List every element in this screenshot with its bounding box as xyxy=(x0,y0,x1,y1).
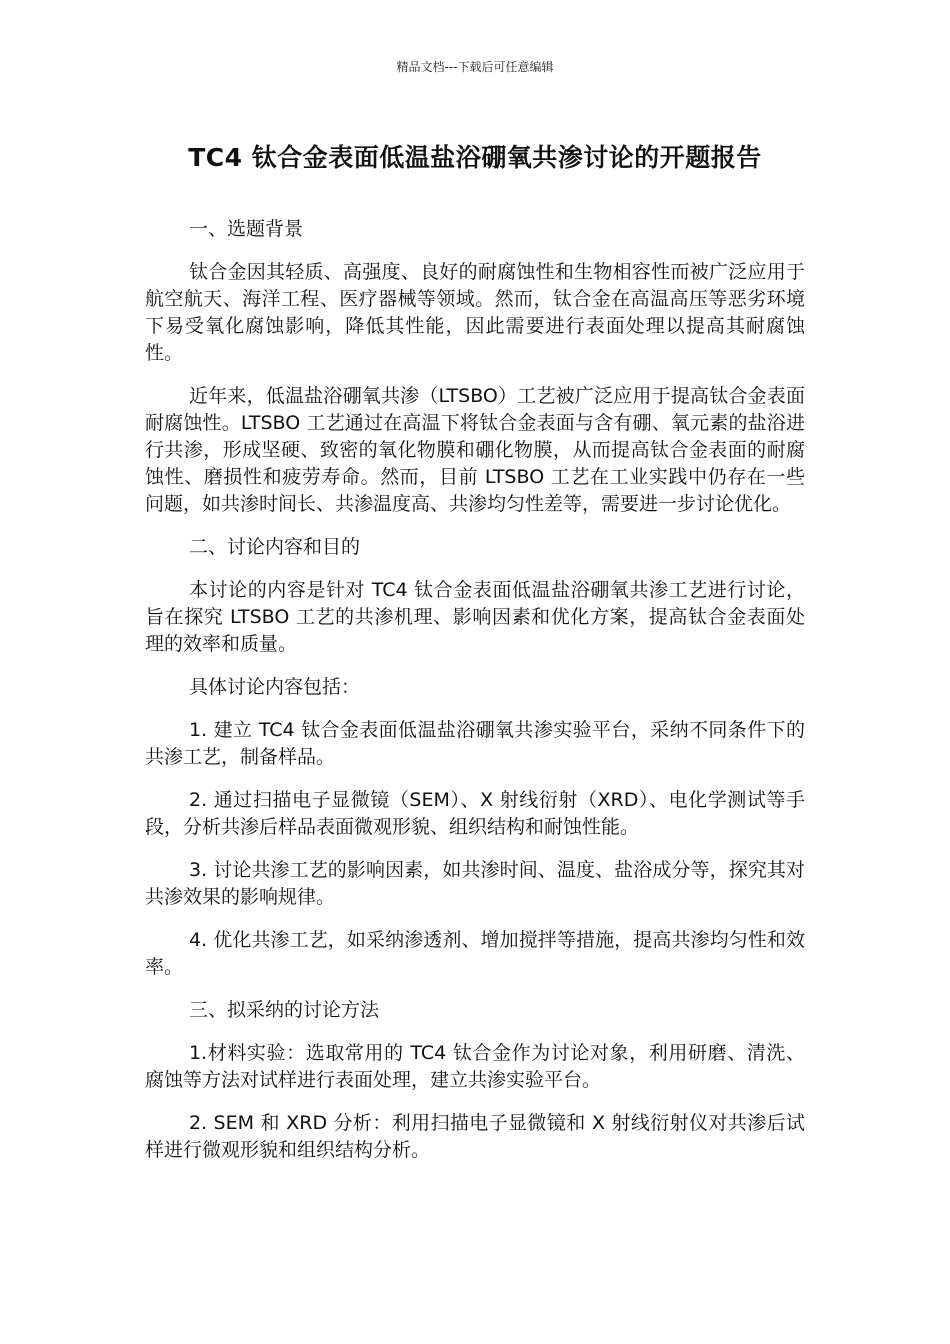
paragraph-background-1: 钛合金因其轻质、高强度、良好的耐腐蚀性和生物相容性而被广泛应用于航空航天、海洋工程、医疗器械等领域。然而，钛合金在高温高压等恶劣环境下易受氧化腐蚀影响，降低其性能，因此需要进行表面处理以提高其耐腐蚀性。 xyxy=(145,261,805,364)
list-item-method-2: 2. SEM 和 XRD 分析：利用扫描电子显微镜和 X 射线衍射仪对共渗后试样进行微观形貌和组织结构分析。 xyxy=(145,1112,805,1161)
list-item-content-2: 2. 通过扫描电子显微镜（SEM）、X 射线衍射（XRD）、电化学测试等手段，分析共渗后样品表面微观形貌、组织结构和耐蚀性能。 xyxy=(145,789,805,838)
paragraph-background-2: 近年来，低温盐浴硼氧共渗（LTSBO）工艺被广泛应用于提高钛合金表面耐腐蚀性。LTSBO 工艺通过在高温下将钛合金表面与含有硼、氧元素的盐浴进行共渗，形成坚硬、致密的氧化物膜和硼化物膜，从而提高钛合金表面的耐腐蚀性、磨损性和疲劳寿命。然而，目前 LTSBO 工艺在工业实践中仍存在一些问题，如共渗时间长、共渗温度高、共渗均匀性差等，需要进一步讨论优化。 xyxy=(145,385,805,515)
list-item-method-1: 1.材料实验：选取常用的 TC4 钛合金作为讨论对象，利用研磨、清洗、腐蚀等方法对试样进行表面处理，建立共渗实验平台。 xyxy=(145,1042,805,1091)
list-item-content-3: 3. 讨论共渗工艺的影响因素，如共渗时间、温度、盐浴成分等，探究其对共渗效果的影响规律。 xyxy=(145,859,805,908)
section-heading-background: 一、选题背景 xyxy=(189,218,304,240)
section-heading-content: 二、讨论内容和目的 xyxy=(189,536,361,558)
section-heading-methods: 三、拟采纳的讨论方法 xyxy=(189,999,380,1021)
list-item-content-4: 4. 优化共渗工艺，如采纳渗透剂、增加搅拌等措施，提高共渗均匀性和效率。 xyxy=(145,929,805,978)
page-header-note: 精品文档---下载后可任意编辑 xyxy=(396,60,554,74)
paragraph-content-list-intro: 具体讨论内容包括： xyxy=(189,676,361,698)
list-item-content-1: 1. 建立 TC4 钛合金表面低温盐浴硼氧共渗实验平台，采纳不同条件下的共渗工艺，制备样品。 xyxy=(145,719,805,768)
paragraph-content-intro: 本讨论的内容是针对 TC4 钛合金表面低温盐浴硼氧共渗工艺进行讨论，旨在探究 LTSBO 工艺的共渗机理、影响因素和优化方案，提高钛合金表面处理的效率和质量。 xyxy=(145,579,805,655)
document-title: TC4 钛合金表面低温盐浴硼氧共渗讨论的开题报告 xyxy=(188,143,762,172)
document-body xyxy=(145,216,805,1180)
